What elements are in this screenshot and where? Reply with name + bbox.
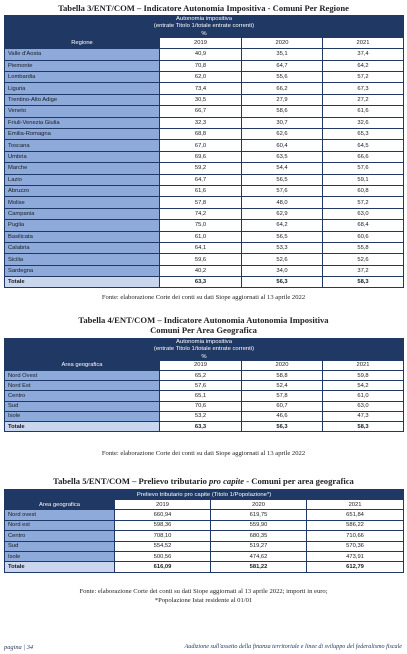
row-value: 60,7 [242,401,323,411]
row-value: 64,1 [160,242,242,253]
row-value: 37,2 [323,265,404,276]
total-value: 56,3 [242,422,323,432]
row-value: 52,4 [242,381,323,391]
table-header-band-line: (entrate Titolo 1/totale entrate correnti) [5,346,404,353]
row-value: 519,27 [211,541,307,551]
row-label: Trentino-Alto Adige [5,94,160,105]
row-value: 598,36 [115,520,211,530]
row-value: 67,3 [323,83,404,94]
row-value: 62,9 [242,208,323,219]
row-value: 73,4 [160,83,242,94]
row-label: Lombardia [5,72,160,83]
table-row [5,163,404,174]
table4-source: Fonte: elaborazione Corte dei conti su dati Siope aggiornati al 13 aprile 2022 [101,450,306,457]
table-row [5,411,404,421]
table-row [5,94,404,105]
row-label: Nord ovest [5,510,115,520]
table-row [5,129,404,140]
row-value: 680,35 [211,531,307,541]
total-row [5,277,404,288]
table5-title-pre: Tabella 5/ENT/COM – Prelievo tributario [53,476,210,486]
table-header-band [5,16,404,23]
row-value: 34,0 [242,265,323,276]
row-value: 56,5 [242,174,323,185]
table-row [5,401,404,411]
row-value: 61,6 [160,185,242,196]
row-value: 74,2 [160,208,242,219]
table-row [5,265,404,276]
column-header: 2021 [323,37,404,48]
column-header: 2020 [242,360,323,370]
row-value: 59,2 [160,163,242,174]
row-value: 52,6 [242,254,323,265]
total-label: Totale [5,422,160,432]
table5-title [4,476,403,486]
table-row [5,72,404,83]
row-value: 57,8 [242,391,323,401]
row-value: 68,8 [160,129,242,140]
row-label: Campania [5,208,160,219]
table-row [5,541,404,551]
row-label: Veneto [5,106,160,117]
row-value: 40,9 [160,49,242,60]
table-row [5,254,404,265]
row-value: 68,4 [323,220,404,231]
row-value: 70,8 [160,60,242,71]
row-value: 69,6 [160,151,242,162]
row-label: Marche [5,163,160,174]
total-label: Totale [5,277,160,288]
row-value: 58,8 [242,371,323,381]
page-number: pagina | 34 [4,644,34,651]
table5-title-italic: pro capite [209,476,245,486]
row-label: Centro [5,531,115,541]
column-header: 2020 [211,500,307,510]
column-header-row [5,37,404,48]
row-value: 27,2 [323,94,404,105]
table4 [4,338,404,432]
table-row [5,391,404,401]
row-value: 500,56 [115,551,211,561]
row-value: 64,7 [242,60,323,71]
total-row [5,422,404,432]
table-row [5,531,404,541]
table-row [5,231,404,242]
row-label: Lazio [5,174,160,185]
table-row [5,49,404,60]
table-header-band [5,490,404,500]
total-value: 56,3 [242,277,323,288]
row-value: 708,10 [115,531,211,541]
column-header: 2020 [242,37,323,48]
column-header: 2019 [160,360,242,370]
table-row [5,185,404,196]
row-label: Abruzzo [5,185,160,196]
row-value: 660,94 [115,510,211,520]
table-row [5,551,404,561]
row-value: 57,6 [242,185,323,196]
row-value: 63,0 [323,401,404,411]
table-header-band [5,339,404,346]
row-value: 63,5 [242,151,323,162]
row-value: 619,75 [211,510,307,520]
row-value: 61,0 [160,231,242,242]
table-row [5,520,404,530]
row-value: 65,2 [160,371,242,381]
row-value: 40,2 [160,265,242,276]
row-value: 59,1 [323,174,404,185]
total-value: 63,3 [160,422,242,432]
table5-source-line2: *Popolazione Istat residente al 01/01 [154,597,253,604]
row-value: 559,90 [211,520,307,530]
row-value: 474,62 [211,551,307,561]
table-row [5,208,404,219]
table-row [5,197,404,208]
table-row [5,371,404,381]
row-value: 32,6 [323,117,404,128]
row-value: 47,3 [323,411,404,421]
row-value: 54,4 [242,163,323,174]
total-value: 616,09 [115,562,211,572]
table5 [4,489,404,573]
table-row [5,381,404,391]
row-label: Nord Est [5,381,160,391]
row-value: 48,0 [242,197,323,208]
column-header: Area geografica [5,360,160,370]
total-value: 58,3 [323,277,404,288]
table3-title: Tabella 3/ENT/COM – Indicatore Autonomia Impositiva - Comuni Per Regione [58,3,349,13]
row-value: 57,8 [160,197,242,208]
column-header-row [5,360,404,370]
row-value: 64,2 [323,60,404,71]
row-value: 57,6 [160,381,242,391]
table3-source: Fonte: elaborazione Corte dei conti su dati Siope aggiornati al 13 aprile 2022 [101,294,306,301]
row-value: 64,5 [323,140,404,151]
table-row [5,151,404,162]
row-value: 30,5 [160,94,242,105]
table-header-band [5,30,404,37]
row-value: 60,8 [323,185,404,196]
row-value: 27,9 [242,94,323,105]
row-value: 56,5 [242,231,323,242]
row-label: Liguria [5,83,160,94]
row-value: 55,8 [323,242,404,253]
total-label: Totale [5,562,115,572]
row-value: 53,2 [160,411,242,421]
table-row [5,242,404,253]
row-value: 66,2 [242,83,323,94]
total-value: 63,3 [160,277,242,288]
table-header-band-line: Autonomia impositiva [5,339,404,346]
row-value: 35,1 [242,49,323,60]
row-label: Toscana [5,140,160,151]
row-value: 61,0 [323,391,404,401]
total-value: 612,79 [307,562,404,572]
row-label: Isole [5,551,115,561]
row-value: 710,66 [307,531,404,541]
column-header: 2019 [115,500,211,510]
table5-source-line1: Fonte: elaborazione Corte dei conti su dati Siope aggiornati al 13 aprile 2022; importi in euro; [79,588,328,595]
table-row [5,220,404,231]
row-value: 586,22 [307,520,404,530]
row-label: Sud [5,401,160,411]
row-value: 70,6 [160,401,242,411]
table-header-band [5,346,404,353]
row-value: 37,4 [323,49,404,60]
table3 [4,15,404,288]
row-value: 63,0 [323,208,404,219]
row-value: 66,7 [160,106,242,117]
row-value: 65,3 [323,129,404,140]
row-value: 55,6 [242,72,323,83]
row-value: 651,84 [307,510,404,520]
total-value: 58,3 [323,422,404,432]
table5-title-post: - Comuni per area geografica [244,476,354,486]
row-value: 60,4 [242,140,323,151]
column-header: Regione [5,37,160,48]
row-value: 570,36 [307,541,404,551]
column-header: Area geografica [5,500,115,510]
row-value: 67,0 [160,140,242,151]
table-header-band-line: Prelievo tributario pro capite (Titolo 1/Popolazione*) [5,490,404,500]
row-label: Puglia [5,220,160,231]
table-row [5,117,404,128]
row-value: 54,2 [323,381,404,391]
table-row [5,106,404,117]
row-value: 53,3 [242,242,323,253]
row-label: Centro [5,391,160,401]
row-label: Calabria [5,242,160,253]
row-value: 473,91 [307,551,404,561]
row-value: 60,6 [323,231,404,242]
table-header-band-line: % [5,353,404,360]
row-label: Piemonte [5,60,160,71]
table-row [5,174,404,185]
row-label: Basilicata [5,231,160,242]
row-label: Molise [5,197,160,208]
row-value: 52,6 [323,254,404,265]
row-value: 61,6 [323,106,404,117]
row-value: 32,3 [160,117,242,128]
row-value: 30,7 [242,117,323,128]
row-label: Emilia-Romagna [5,129,160,140]
row-value: 62,6 [242,129,323,140]
table-header-band-line: % [5,30,404,37]
column-header: 2021 [307,500,404,510]
table-header-band-line: Autonomia impositiva [5,16,404,23]
row-value: 59,6 [160,254,242,265]
row-value: 57,2 [323,197,404,208]
row-value: 64,2 [242,220,323,231]
row-value: 59,8 [323,371,404,381]
row-label: Nord est [5,520,115,530]
total-row [5,562,404,572]
table-header-band [5,23,404,30]
row-label: Sud [5,541,115,551]
row-value: 57,6 [323,163,404,174]
running-title: Audizione sull'assetto della finanza territoriale e linee di sviluppo del federalismo fiscale [184,644,402,650]
row-value: 62,0 [160,72,242,83]
row-value: 58,6 [242,106,323,117]
table-row [5,140,404,151]
row-value: 46,6 [242,411,323,421]
table4-title-line1: Tabella 4/ENT/COM – Indicatore Autonomia Autonomia Impositiva [78,315,329,325]
row-value: 75,0 [160,220,242,231]
table-header-band-line: (entrate Titolo 1/totale entrate correnti) [5,23,404,30]
row-value: 554,52 [115,541,211,551]
table-row [5,83,404,94]
table-row [5,60,404,71]
row-label: Sicilia [5,254,160,265]
row-label: Friuli-Venezia Giulia [5,117,160,128]
total-value: 581,22 [211,562,307,572]
column-header: 2019 [160,37,242,48]
row-value: 64,7 [160,174,242,185]
row-label: Umbria [5,151,160,162]
table4-title-line2: Comuni Per Area Geografica [150,325,257,335]
row-label: Sardegna [5,265,160,276]
row-label: Isole [5,411,160,421]
table-header-band [5,353,404,360]
row-value: 66,6 [323,151,404,162]
column-header: 2021 [323,360,404,370]
row-value: 65,1 [160,391,242,401]
table-row [5,510,404,520]
row-value: 57,2 [323,72,404,83]
column-header-row [5,500,404,510]
row-label: Nord Ovest [5,371,160,381]
row-label: Valle d'Aosta [5,49,160,60]
